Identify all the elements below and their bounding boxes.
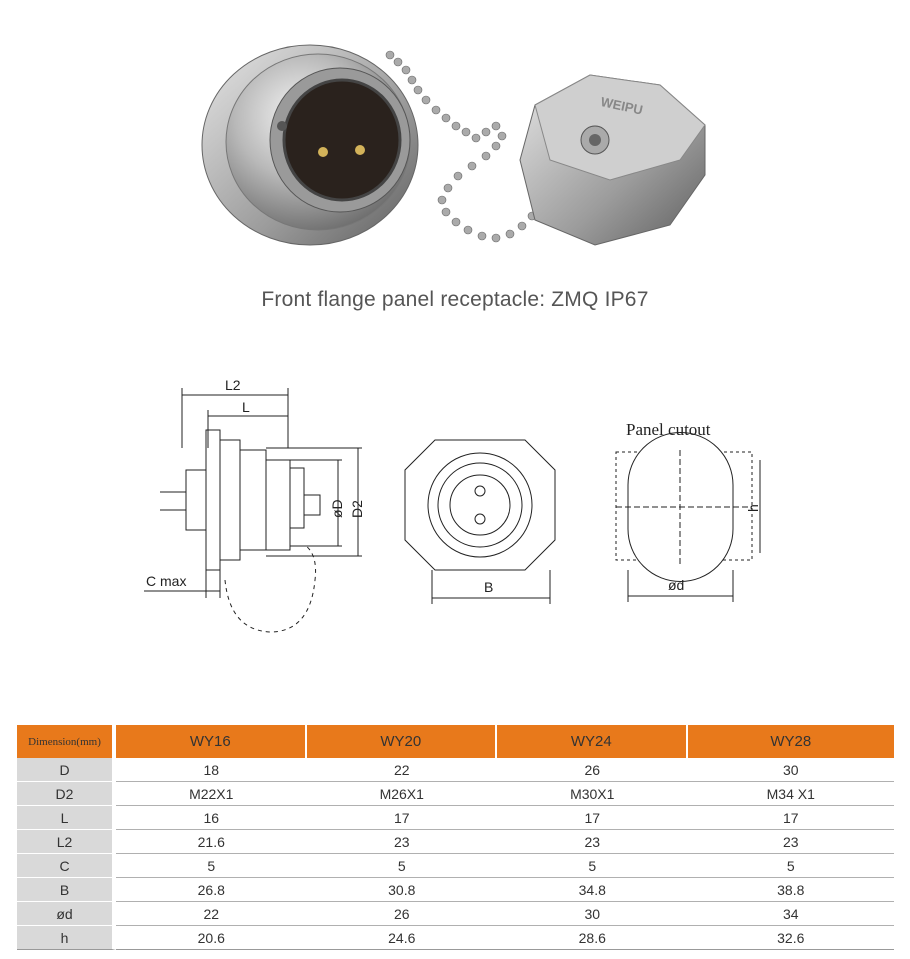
column-header: WY20 bbox=[307, 725, 498, 758]
photo-title: Front flange panel receptacle: ZMQ IP67 bbox=[261, 288, 649, 311]
table-cell: 28.6 bbox=[497, 926, 688, 950]
table-cell: 5 bbox=[116, 854, 307, 878]
table-cell: 5 bbox=[688, 854, 895, 878]
table-row bbox=[17, 758, 894, 782]
row-label: C bbox=[17, 854, 116, 878]
row-label: D bbox=[17, 758, 116, 782]
table-cell: 21.6 bbox=[116, 830, 307, 854]
table-cell: 5 bbox=[497, 854, 688, 878]
table-row bbox=[17, 830, 894, 854]
table-row bbox=[17, 782, 894, 806]
table-cell: 22 bbox=[116, 902, 307, 926]
label-l: L bbox=[242, 399, 250, 415]
row-label: h bbox=[17, 926, 116, 950]
table-cell: M34 X1 bbox=[688, 782, 895, 806]
table-cell: 17 bbox=[497, 806, 688, 830]
front-view bbox=[405, 440, 555, 604]
table-row bbox=[17, 926, 894, 950]
table-cell: 22 bbox=[307, 758, 498, 782]
column-header: WY16 bbox=[116, 725, 307, 758]
column-header: WY28 bbox=[688, 725, 895, 758]
label-l2: L2 bbox=[225, 377, 241, 393]
table-corner-label: Dimension(mm) bbox=[17, 725, 116, 758]
table-cell: 38.8 bbox=[688, 878, 895, 902]
row-label: L2 bbox=[17, 830, 116, 854]
table-cell: 5 bbox=[307, 854, 498, 878]
table-cell: 26 bbox=[497, 758, 688, 782]
table-cell: 17 bbox=[307, 806, 498, 830]
table-cell: 17 bbox=[688, 806, 895, 830]
table-cell: M26X1 bbox=[307, 782, 498, 806]
row-label: L bbox=[17, 806, 116, 830]
table-cell: 23 bbox=[688, 830, 895, 854]
dust-cap bbox=[520, 75, 705, 245]
table-row bbox=[17, 854, 894, 878]
table-cell: 26.8 bbox=[116, 878, 307, 902]
table-cell: 34.8 bbox=[497, 878, 688, 902]
table-row bbox=[17, 806, 894, 830]
table-cell: 30 bbox=[688, 758, 895, 782]
dimension-table bbox=[17, 725, 894, 950]
table-row bbox=[17, 878, 894, 902]
table-cell: M30X1 bbox=[497, 782, 688, 806]
table-cell: 30.8 bbox=[307, 878, 498, 902]
table-header-row bbox=[17, 725, 894, 758]
label-phi-d-cutout: ød bbox=[668, 577, 685, 593]
receptacle-body bbox=[202, 45, 418, 245]
table-cell: 18 bbox=[116, 758, 307, 782]
column-header: WY24 bbox=[497, 725, 688, 758]
table-cell: 32.6 bbox=[688, 926, 895, 950]
product-photo bbox=[190, 10, 730, 280]
table-cell: M22X1 bbox=[116, 782, 307, 806]
table-cell: 23 bbox=[497, 830, 688, 854]
label-c-max: C max bbox=[146, 573, 187, 589]
table-cell: 24.6 bbox=[307, 926, 498, 950]
table-row bbox=[17, 902, 894, 926]
table-cell: 34 bbox=[688, 902, 895, 926]
table-cell: 16 bbox=[116, 806, 307, 830]
table-cell: 23 bbox=[307, 830, 498, 854]
label-phi-d: øD bbox=[329, 499, 345, 518]
label-d2: D2 bbox=[349, 500, 365, 518]
panel-cutout-title: Panel cutout bbox=[626, 420, 711, 439]
label-h: h bbox=[745, 504, 761, 512]
row-label: B bbox=[17, 878, 116, 902]
technical-drawing bbox=[130, 370, 790, 660]
table-cell: 26 bbox=[307, 902, 498, 926]
row-label: ød bbox=[17, 902, 116, 926]
table-cell: 20.6 bbox=[116, 926, 307, 950]
cap-brand-text: WEIPU bbox=[599, 94, 645, 118]
label-b: B bbox=[484, 579, 494, 595]
row-label: D2 bbox=[17, 782, 116, 806]
panel-cutout bbox=[616, 433, 760, 603]
table-cell: 30 bbox=[497, 902, 688, 926]
